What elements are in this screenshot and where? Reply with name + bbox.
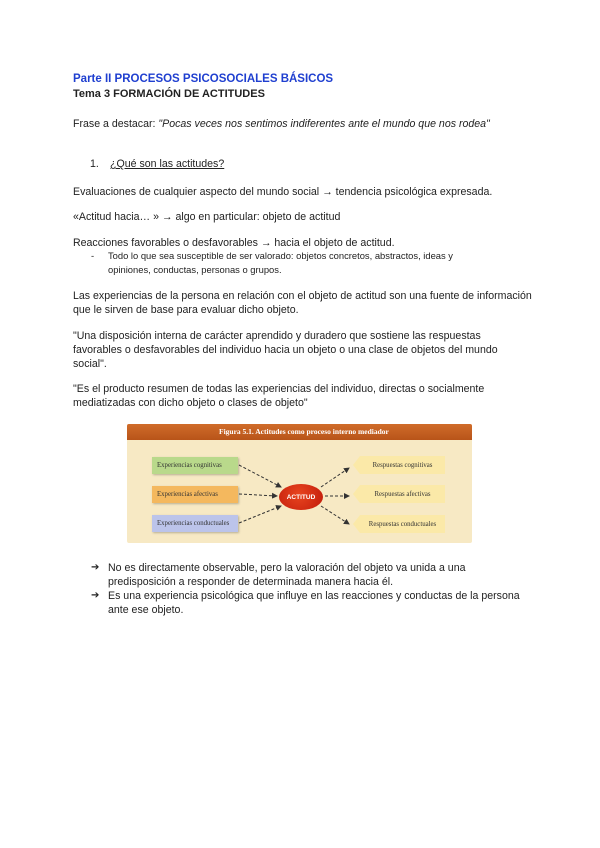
- arrow-bullet-1-icon: ➔: [91, 562, 100, 573]
- sub-bullet-line-2: opiniones, conductas, personas o grupos.: [108, 264, 282, 275]
- box-respuestas-afectivas: Respuestas afectivas: [360, 485, 445, 503]
- bullet-1-line-1: No es directamente observable, pero la valoración del objeto va unida a una: [108, 562, 466, 574]
- highlight-label: Frase a destacar:: [73, 118, 159, 130]
- sub-bullet-line-1: Todo lo que sea susceptible de ser valorado: objetos concretos, abstractos, ideas y: [108, 250, 453, 261]
- sub-bullet-dash: -: [91, 250, 95, 261]
- section-title: ¿Qué son las actitudes?: [110, 158, 225, 170]
- bullet-1-line-2: predisposición a responder de determinada manera hacia él.: [108, 576, 394, 588]
- right-2-pointer: [353, 485, 360, 503]
- arrow-right-1: [321, 468, 349, 487]
- paragraph-3: Reacciones favorables o desfavorables → hacia el objeto de actitud.: [73, 237, 395, 249]
- part-heading: Parte II PROCESOS PSICOSOCIALES BÁSICOS: [73, 73, 334, 85]
- box-experiencias-conductuales: [152, 515, 238, 532]
- paragraph-4-line-2: que le sirven de base para evaluar dicho objeto.: [73, 304, 299, 316]
- center-actitud: ACTITUD: [279, 484, 323, 510]
- bullet-2-line-2: ante ese objeto.: [108, 604, 184, 616]
- box-respuestas-conductuales: Respuestas conductuales: [360, 515, 445, 533]
- box-respuestas-cognitivas: Respuestas cognitivas: [360, 456, 445, 474]
- box-experiencias-afectivas: [152, 486, 238, 503]
- paragraph-2: «Actitud hacia… » → algo en particular: objeto de actitud: [73, 211, 341, 223]
- arrow-bullet-2-icon: ➔: [91, 590, 100, 601]
- box-left-1-label: Experiencias cognitivas: [157, 462, 222, 469]
- right-1-pointer: [353, 456, 360, 474]
- right-3-pointer: [353, 515, 360, 533]
- paragraph-6-line-1: "Es el producto resumen de todas las experiencias del individuo, directas o socialmente: [73, 383, 485, 395]
- box-left-3-label: Experiencias conductuales: [157, 520, 230, 527]
- arrow-left-2: [239, 494, 277, 496]
- paragraph-5-line-1: "Una disposición interna de carácter aprendido y duradero que sostiene las respuestas: [73, 330, 481, 342]
- section-number: 1.: [90, 158, 99, 170]
- figure-title: Figura 5.1. Actitudes como proceso interno mediador: [219, 427, 389, 436]
- paragraph-1: Evaluaciones de cualquier aspecto del mundo social → tendencia psicológica expresada.: [73, 186, 493, 198]
- box-experiencias-cognitivas: [152, 457, 238, 474]
- arrow-right-3: [321, 506, 349, 524]
- arrow-left-3: [239, 506, 281, 523]
- figure-attitude-diagram: [127, 424, 472, 543]
- box-left-2-label: Experiencias afectivas: [157, 491, 218, 498]
- bullet-2-line-1: Es una experiencia psicológica que influye en las reacciones y conductas de la persona: [108, 590, 520, 602]
- paragraph-4-line-1: Las experiencias de la persona en relación con el objeto de actitud son una fuente de información: [73, 290, 532, 302]
- paragraph-5-line-2: favorables o desfavorables del individuo hacia un objeto o una clase de objetos del mundo: [73, 344, 498, 356]
- highlight-quote: "Pocas veces nos sentimos indiferentes ante el mundo que nos rodea": [158, 118, 490, 130]
- arrow-left-1: [239, 465, 281, 487]
- paragraph-6-line-2: mediatizadas con dicho objeto o clases de objeto": [73, 397, 308, 409]
- paragraph-5-line-3: social".: [73, 358, 107, 370]
- highlight-phrase: [73, 117, 490, 131]
- tema-heading: Tema 3 FORMACIÓN DE ACTITUDES: [73, 88, 265, 100]
